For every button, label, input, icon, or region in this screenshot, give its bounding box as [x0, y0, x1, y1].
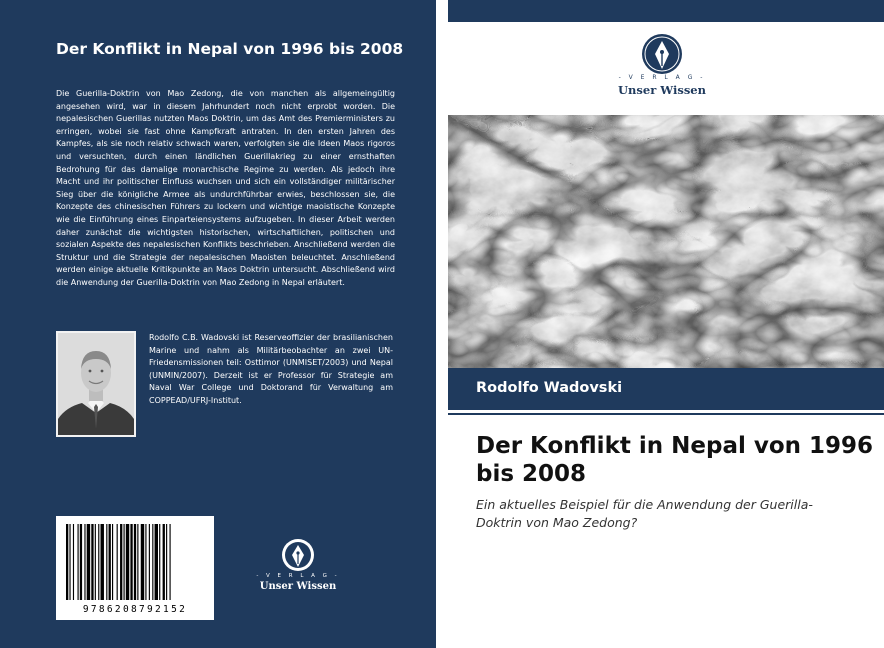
cover-rock-texture-image: [448, 115, 884, 368]
author-portrait-icon: [58, 333, 134, 435]
back-cover: [0, 0, 436, 648]
author-photo: [56, 331, 136, 437]
author-bio: Rodolfo C.B. Wadovski ist Reserveoffizier der brasilianischen Marine und nahm als Militärbeobachter an zwei UN-Friedensmissionen teil: Osttimor (UNMISET/2003) und Nepal (UNMIN/2007). Derzeit ist er Professor für Strategie am Naval War College und Doktorand für Verwaltung am COPPEAD/UFRJ-Institut.: [149, 333, 393, 405]
back-publisher-logo: [256, 537, 340, 597]
divider-rule: [448, 413, 884, 415]
top-color-band: [448, 0, 884, 22]
publisher-name: Unser Wissen: [618, 83, 706, 97]
book-description: Die Guerilla-Doktrin von Mao Zedong, die von manchen als allgemeingültig angesehen wird, war in diesem Jahrhundert noch nicht erprobt worden. Die nepalesischen Guerillas nutzten Maos Doktrin, um das Amt des Premierministers zu erringen, wobei sie fast ohne Kampfkraft antraten. In den ersten Jahren des Kampfes, als sie noch relativ schwach waren, verfolgten sie die Ideen Maos rigoros und versuchten, durch einen ländlichen Guerillakrieg zu einer ernsthaften Bedrohung für das damalige monarchische Regime zu werden. Als jedoch ihre Macht und ihr politischer Einfluss wuchsen und sich ein vollständiger militärischer Sieg über die königliche Armee als undurchführbar erwies, beschlossen sie, die Konzepte des chinesischen Führers zu lockern und wichtige maoistische Konzepte wie die Einführung eines Einparteiensystems aufzugeben. In dieser Arbeit werden daher zunächst die wichtigsten historischen, wirtschaftlichen, politischen und sozialen Aspekte des nepalesischen Konflikts beschrieben. Anschließend werden die Struktur und die Strategie der nepalesischen Maoisten beleuchtet. Anschließend werden einige aktuelle Kritikpunkte an Maos Doktrin untersucht. Abschließend wird die Anwendung der Guerilla-Doktrin von Mao Zedong in Nepal erläutert.: [56, 89, 395, 287]
isbn-barcode: [56, 516, 214, 620]
publisher-name: Unser Wissen: [259, 581, 337, 592]
front-cover-subtitle: Ein aktuelles Beispiel für die Anwendung der Guerilla-Doktrin von Mao Zedong?: [476, 497, 813, 530]
front-author-name: Rodolfo Wadovski: [476, 380, 623, 396]
pen-nib-emblem-icon: [640, 32, 684, 76]
front-cover-title: Der Konflikt in Nepal von 1996 bis 2008: [476, 433, 874, 487]
front-cover: [448, 0, 884, 648]
verlag-label: - V E R L A G -: [256, 573, 340, 579]
isbn-digits: 9786208792152: [82, 604, 188, 615]
verlag-label: - V E R L A G -: [618, 74, 706, 81]
back-cover-title: Der Konflikt in Nepal von 1996 bis 2008: [56, 40, 404, 58]
author-band: [448, 368, 884, 410]
spine-gap: [436, 0, 448, 648]
barcode-icon: [60, 522, 210, 602]
front-publisher-logo: [616, 32, 708, 100]
pen-nib-emblem-icon: [280, 537, 316, 573]
rock-texture-icon: [448, 115, 884, 368]
